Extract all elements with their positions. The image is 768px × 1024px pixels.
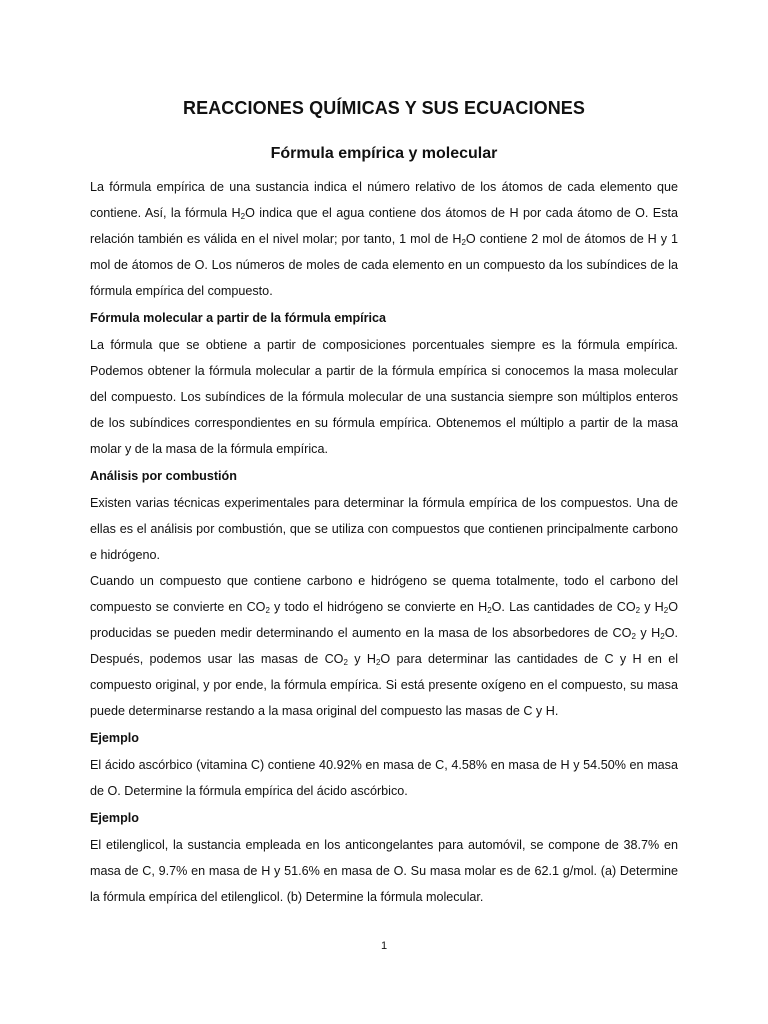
text-run: O. Después, podemos usar las masas de CO [90, 626, 678, 666]
text-run: O producidas se pueden medir determinando el aumento en la masa de los absorbedores de CO [90, 600, 678, 640]
subscript: 2 [635, 606, 641, 615]
document-title: REACCIONES QUÍMICAS Y SUS ECUACIONES [183, 98, 585, 118]
text-run: y H [347, 652, 376, 666]
paragraph-combustion-detail [90, 568, 678, 724]
subscript: 2 [487, 606, 492, 615]
paragraph-combustion-intro: Existen varias técnicas experimentales para determinar la fórmula empírica de los compuestos. Una de ellas es el análisis por combustión, que se utiliza con compuestos que contienen principalmente carbono e hidrógeno. [90, 496, 678, 562]
text-run: O indica que el agua contiene dos átomos de H por cada átomo de O. Esta relación también es válida en el nivel molar; por tanto, 1 mol de H [90, 206, 678, 246]
subscript: 2 [663, 606, 669, 615]
heading-molecular-formula: Fórmula molecular a partir de la fórmula empírica [90, 311, 387, 325]
document-body [90, 174, 678, 913]
text-run: O para determinar las cantidades de C y H en el compuesto original, y por ende, la fórmula empírica. Si está presente oxígeno en el compuesto, su masa puede determinarse restando a la masa original del compuesto las masas de C y H. [90, 652, 678, 718]
subscript: 2 [265, 606, 270, 615]
text-run: O. Las cantidades de CO [491, 600, 636, 614]
subscript: 2 [375, 658, 381, 667]
subscript: 2 [631, 632, 636, 641]
paragraph-molecular-formula: La fórmula que se obtiene a partir de composiciones porcentuales siempre es la fórmula empírica. Podemos obtener la fórmula molecular a partir de la fórmula empírica si conocemos la masa molecular del compuesto. Los subíndices de la fórmula molecular de una sustancia siempre son múltiplos enteros de los subíndices correspondientes en su fórmula empírica. Obtenemos el múltiplo a partir de la masa molar y de la masa de la fórmula empírica. [90, 338, 678, 456]
text-run: Cuando un compuesto que contiene carbono e hidrógeno se quema totalmente, todo el carbono del compuesto se convierte en CO [90, 574, 678, 614]
paragraph-example-1: El ácido ascórbico (vitamina C) contiene 40.92% en masa de C, 4.58% en masa de H y 54.50% en masa de O. Determine la fórmula empírica del ácido ascórbico. [90, 758, 678, 798]
section-title: Fórmula empírica y molecular [270, 145, 498, 162]
text-run: y H [640, 600, 664, 614]
heading-example-2: Ejemplo [90, 811, 139, 825]
text-run: O contiene 2 mol de átomos de H y 1 mol de átomos de O. Los números de moles de cada elemento en un compuesto da los subíndices de la fórmula empírica del compuesto. [90, 232, 678, 298]
heading-example-1: Ejemplo [90, 731, 139, 745]
subscript: 2 [343, 658, 348, 667]
heading-combustion-analysis: Análisis por combustión [90, 469, 237, 483]
page-number: 1 [380, 940, 388, 952]
paragraph-empirical-formula [90, 174, 678, 304]
text-run: y H [635, 626, 661, 640]
subscript: 2 [660, 632, 665, 641]
paragraph-example-2: El etilenglicol, la sustancia empleada en los anticongelantes para automóvil, se compone de 38.7% en masa de C, 9.7% en masa de H y 51.6% en masa de O. Su masa molar es de 62.1 g/mol. (a) Determine la fórmula empírica del etilenglicol. (b) Determine la fórmula molecular. [90, 838, 678, 904]
subscript: 2 [240, 212, 246, 221]
subscript: 2 [461, 238, 466, 247]
text-run: La fórmula empírica de una sustancia indica el número relativo de los átomos de cada elemento que contiene. Así, la fórmula H [90, 180, 678, 220]
text-run: y todo el hidrógeno se convierte en H [269, 600, 488, 614]
